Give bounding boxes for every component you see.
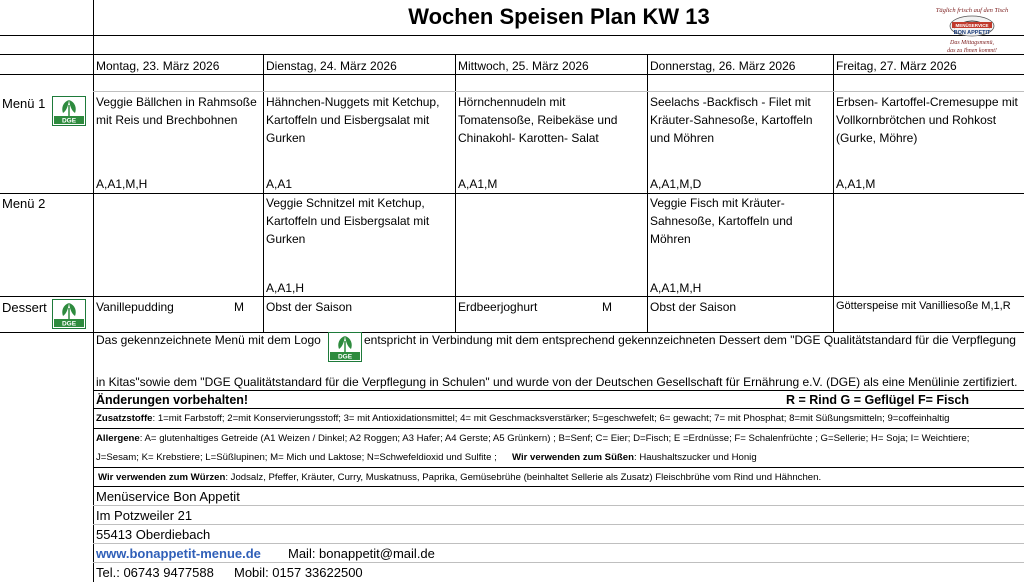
row-label-menu1: Menü 1 (2, 96, 46, 111)
menu1-allergens-tuesday: A,A1 (266, 177, 293, 191)
grid-row-line (93, 524, 1024, 525)
grid-row-line (93, 505, 1024, 506)
company-street: Im Potzweiler 21 (96, 508, 193, 523)
company-name: Menüservice Bon Appetit (96, 489, 240, 504)
grid-row-line (0, 193, 1024, 194)
grid-row-line (0, 54, 1024, 55)
grid-left-border (93, 0, 94, 582)
dge-note-line2: in Kitas"sowie dem "DGE Qualitätstandard für die Verpflegung in Schulen" und wurde von der Deutschen Gesellschaft für Ernährung e.V. (DGE) als eine Menülinie zertifiziert. (96, 375, 1018, 389)
dessert-monday-code: M (234, 300, 244, 314)
suess-text: : Haushaltszucker und Honig (634, 452, 757, 463)
menu1-allergens-wednesday: A,A1,M (458, 177, 498, 191)
suess-label: Wir verwenden zum Süßen (512, 452, 634, 463)
logo-tagline-2: das zu Ihnen kommt! (947, 48, 997, 54)
menu1-dish-tuesday: Hähnchen-Nuggets mit Ketchup, Kartoffeln und Eisbergsalat mit Gurken (266, 95, 440, 145)
allergene-text2: J=Sesam; K= Krebstiere; L=Süßlupinen; M= Mich und Laktose; N=Schwefeldioxid und Sulfite ; (96, 452, 497, 463)
day-header-monday: Montag, 23. März 2026 (96, 59, 220, 73)
wuerzen-text: : Jodsalz, Pfeffer, Kräuter, Curry, Muskatnuss, Paprika, Gemüsebrühe (beinhaltet Sellerie als Zusatz) Fleischbrühe vom Rind und Hähnchen. (225, 472, 822, 483)
dge-note-part1: Das gekennzeichnete Menü mit dem Logo (96, 333, 321, 347)
meat-legend: R = Rind G = Geflügel F= Fisch (786, 393, 970, 407)
allergene-text1: : A= glutenhaltiges Getreide (A1 Weizen / Dinkel; A2 Roggen; A3 Hafer; A4 Gerste; A5 Grünkern) ; B=Senf; C= Eier; D=Fisch; E =Erdnüsse; F= Schalenfrüchte ; G=Sellerie; H= Soja; I= Weichtiere; (139, 433, 970, 444)
day-header-tuesday: Dienstag, 24. März 2026 (266, 59, 397, 73)
grid-row-line (93, 467, 1024, 468)
dessert-wednesday: Erdbeerjoghurt (458, 300, 538, 314)
allergene-label: Allergene (96, 433, 140, 444)
logo-brand-small: MENÜSERVICE (955, 23, 989, 28)
suess-line (512, 452, 757, 463)
day-header-wednesday: Mittwoch, 25. März 2026 (458, 59, 589, 73)
grid-row-line (0, 35, 1024, 36)
row-label-dessert: Dessert (2, 300, 47, 315)
page-title: Wochen Speisen Plan KW 13 (408, 4, 710, 29)
svg-text:DGE: DGE (61, 320, 77, 328)
website-link[interactable]: www.bonappetit-menue.de (96, 546, 261, 561)
wuerzen-label: Wir verwenden zum Würzen (98, 472, 226, 483)
grid-row-line (93, 562, 1024, 563)
allergene-line1 (96, 433, 969, 444)
zusatzstoffe-text: : 1=mit Farbstoff; 2=mit Konservierungsstoff; 3= mit Antioxidationsmittel; 4= mit Geschmacksverstärker; 5=geschwefelt; 6= gewacht; 7= mit Phosphat; 8=mit Süßungsmitteln; 9=coffeinhaltig (152, 413, 950, 424)
logo-top-text: Täglich frisch auf den Tisch (935, 7, 1009, 14)
dge-note-part2: entspricht in Verbindung mit dem entsprechend gekennzeichneten Dessert dem "DGE Qualitätstandard für die Verpflegung (364, 333, 1016, 347)
grid-row-line (0, 74, 1024, 75)
changes-notice: Änderungen vorbehalten! (96, 393, 249, 407)
grid-row-line (93, 428, 1024, 429)
menu1-dish-thursday: Seelachs -Backfisch - Filet mit Kräuter-Sahnesoße, Kartoffeln und Möhren (650, 95, 813, 145)
row-label-menu2: Menü 2 (2, 196, 46, 211)
telephone: Tel.: 06743 9477588 (96, 565, 214, 580)
grid-row-line (93, 543, 1024, 544)
menu2-dish-thursday: Veggie Fisch mit Kräuter-Sahnesoße, Kartoffeln und Möhren (650, 196, 793, 246)
logo-brand: BON APPETIT (953, 30, 991, 36)
menu1-dish-monday: Veggie Bällchen in Rahmsoße mit Reis und Brechbohnen (96, 95, 257, 127)
dessert-tuesday: Obst der Saison (266, 300, 353, 314)
grid-row-line (93, 408, 1024, 409)
company-city: 55413 Oberdiebach (96, 527, 211, 542)
dge-leaf-icon (52, 299, 86, 329)
svg-text:DGE: DGE (61, 117, 77, 125)
wuerzen-line (98, 472, 821, 483)
dessert-monday: Vanillepudding (96, 300, 174, 314)
dge-leaf-icon (328, 332, 362, 362)
grid-row-line (0, 296, 1024, 297)
company-logo (924, 2, 1020, 56)
day-header-thursday: Donnerstag, 26. März 2026 (650, 59, 796, 73)
logo-tagline-1: Das Mittagsmenü, (950, 40, 994, 46)
svg-text:DGE: DGE (337, 353, 353, 361)
mail-address: Mail: bonappetit@mail.de (288, 546, 435, 561)
menu1-dish-friday: Erbsen- Kartoffel-Cremesuppe mit Vollkornbrötchen und Rohkost (Gurke, Möhre) (836, 95, 1018, 145)
allergene-line2 (96, 452, 497, 463)
menu1-allergens-monday: A,A1,M,H (96, 177, 148, 191)
zusatzstoffe-label: Zusatzstoffe (96, 413, 153, 424)
menu2-dish-tuesday: Veggie Schnitzel mit Ketchup, Kartoffeln und Eisbergsalat mit Gurken (266, 196, 430, 246)
dessert-wednesday-code: M (602, 300, 612, 314)
zusatzstoffe-line (96, 413, 949, 424)
grid-row-line (93, 390, 1024, 391)
grid-row-line (93, 486, 1024, 487)
menu1-allergens-thursday: A,A1,M,D (650, 177, 702, 191)
dessert-friday: Götterspeise mit Vanilliesoße M,1,R (836, 300, 1011, 312)
menu1-allergens-friday: A,A1,M (836, 177, 876, 191)
menu2-allergens-tuesday: A,A1,H (266, 281, 305, 295)
grid-row-line (93, 91, 1024, 92)
mobile: Mobil: 0157 33622500 (234, 565, 363, 580)
dge-leaf-icon (52, 96, 86, 126)
day-header-friday: Freitag, 27. März 2026 (836, 59, 957, 73)
menu2-allergens-thursday: A,A1,M,H (650, 281, 702, 295)
dessert-thursday: Obst der Saison (650, 300, 737, 314)
menu1-dish-wednesday: Hörnchennudeln mit Tomatensoße, Reibekäse und Chinakohl- Karotten- Salat (458, 95, 618, 145)
